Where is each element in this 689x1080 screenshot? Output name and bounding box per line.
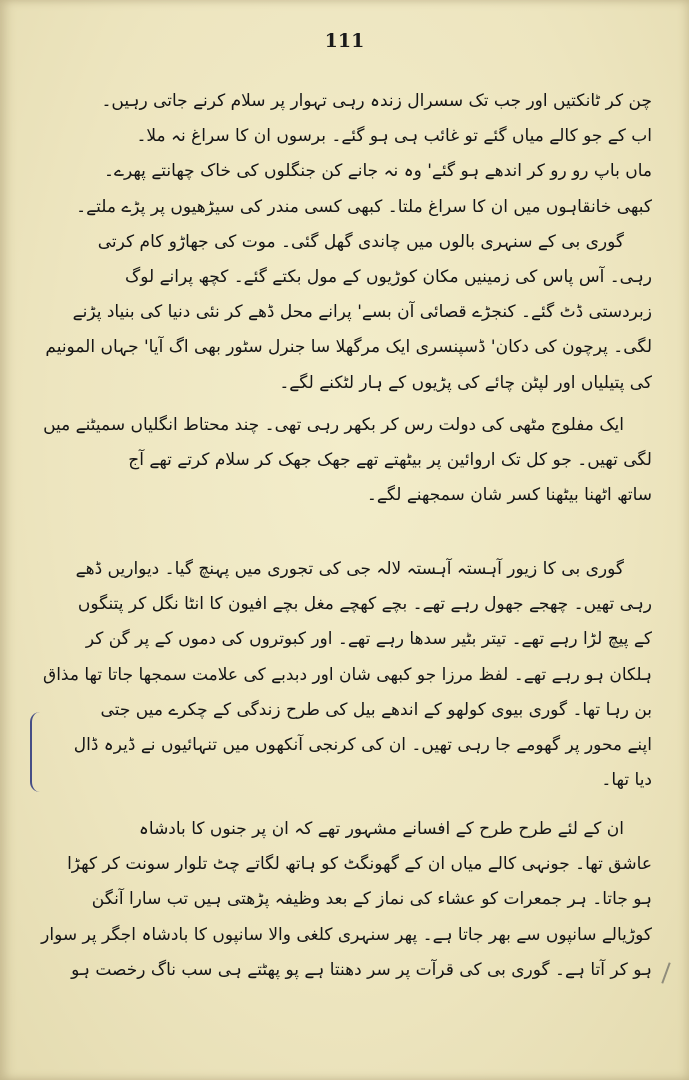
text-line: رہی۔ آس پاس کی زمینیں مکان کوڑیوں کے مول بکتے گئے۔ کچھ پرانے لوگ [125,266,652,287]
paragraph-1 [40,84,652,401]
paragraph-2 [40,408,652,514]
text-line: ماں باپ رو رو کر اندھے ہو گئے' وہ نہ جانے کن جنگلوں کی خاک چھانتے پھرے۔ [104,161,652,182]
text-line: کے پیچ لڑا رہے تھے۔ تیتر بٹیر سدھا رہے تھے۔ اور کبوتروں کی دموں کے پر گن کر [85,629,652,650]
text-line: ایک مفلوج مٹھی کی دولت رس کر بکھر رہی تھی۔ چند محتاط انگلیاں سمیٹنے میں [43,415,624,435]
text-line: کوڑیالے سانپوں سے بھر جاتا ہے۔ پھر سنہری کلغی والا سانپوں کا بادشاہ اجگر پر سوار [41,924,652,945]
text-line: زبردستی ڈٹ گئے۔ کنجڑے قصائی آن بسے' پرانے محل ڈھے کر نئی دنیا کی بنیاد پڑنے [72,302,652,323]
text-line: ان کے لئے طرح طرح کے افسانے مشہور تھے کہ ان پر جنوں کا بادشاہ [138,819,624,839]
text-line: لگی تھیں۔ جو کل تک اروائین پر بیٹھتے تھے جھک جھک کر سلام کرتے تھے آج [128,450,652,471]
margin-pencil-mark [661,962,670,983]
text-line: گوری بی کے سنہری بالوں میں چاندی گھل گئی۔ موت کی جھاڑو کام کرتی [97,231,624,252]
text-line: لگی۔ پرچون کی دکان' ڈسپنسری ایک مرگھلا سا جنرل سٹور بھی اگ آیا' جہاں المونیم [45,337,652,358]
text-line: ہو جاتا۔ ہر جمعرات کو عشاء کی نماز کے بعد وظیفہ پڑھتی ہیں تب سارا آنگن [91,889,652,910]
text-line: چن کر ٹانکتیں اور جب تک سسرال زندہ رہی تہوار پر سلام کرنے جاتی رہیں۔ [101,91,652,111]
text-line: کبھی خانقاہوں میں ان کا سراغ ملتا۔ کبھی کسی مندر کی سیڑھیوں پر پڑے ملتے۔ [76,196,652,217]
page-number: 111 [324,30,365,52]
text-line: کی پتیلیاں اور لپٹن چائے کی پڑیوں کے ہار لٹکنے لگے۔ [279,372,652,393]
paragraph-3 [40,552,652,798]
text-line: رہی تھیں۔ چھجے جھول رہے تھے۔ بچے کھچے مغل بچے افیون کا انٹا نگل کر پتنگوں [77,594,652,615]
text-line: بن رہا تھا۔ گوری بیوی کولھو کے اندھے بیل کی طرح زندگی کے چکرے میں جتی [100,699,652,720]
text-line: عاشق تھا۔ جونہی کالے میاں ان کے گھونگٹ کو ہاتھ لگاتے چٹ تلوار سونت کر کھڑا [67,854,652,875]
paragraph-4 [40,812,652,988]
text-line: اپنے محور پر گھومے جا رہی تھیں۔ ان کی کرنجی آنکھوں میں تنہائیوں نے ڈیرہ ڈال [73,734,652,755]
text-line: ہلکان ہو رہے تھے۔ لفظ مرزا جو کبھی شان اور دبدبے کی علامت سمجھا جاتا تھا مذاق [43,664,652,685]
text-line: ہو کر آتا ہے۔ گوری بی کی قرآت پر سر دھنتا ہے پو پھٹتے ہی سب ناگ رخصت ہو [71,959,652,980]
text-line: اب کے جو کالے میاں گئے تو غائب ہی ہو گئے۔ برسوں ان کا سراغ نہ ملا۔ [136,126,652,147]
text-line: گوری بی کا زیور آہستہ آہستہ لالہ جی کی تجوری میں پہنچ گیا۔ دیواریں ڈھے [75,559,624,579]
text-line: دیا تھا۔ [601,770,652,791]
handwritten-bracket-mark [30,712,46,792]
text-line: ساتھ اٹھنا بیٹھنا کسر شان سمجھنے لگے۔ [366,485,652,506]
